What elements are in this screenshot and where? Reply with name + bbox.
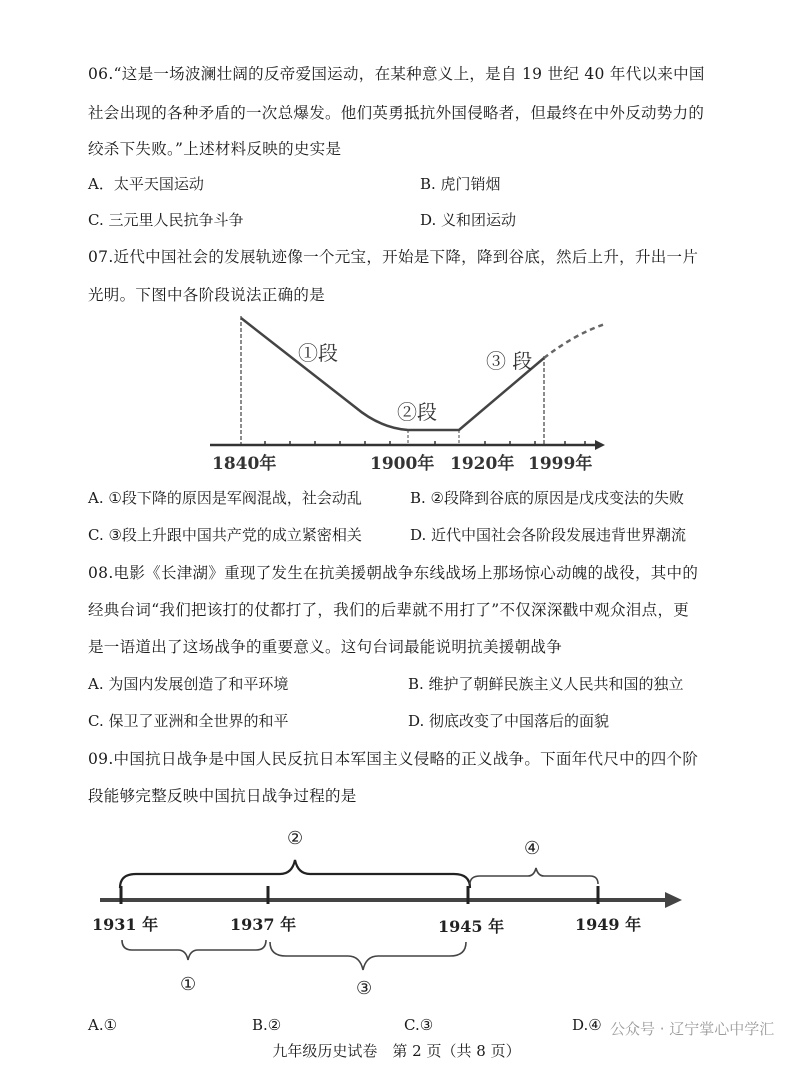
year-1900: 1900年 (370, 454, 435, 474)
q06-option-a: A．太平天国运动 (88, 175, 204, 193)
year-1840: 1840年 (212, 454, 277, 474)
q08-option-a: A. 为国内发展创造了和平环境 (88, 675, 289, 693)
q07-option-c: C. ③段上升跟中国共产党的成立紧密相关 (88, 526, 362, 544)
year-1920: 1920年 (450, 454, 515, 474)
axis-arrow (595, 440, 605, 450)
q08-stem-line-1: 08.电影《长津湖》重现了发生在抗美援朝战争东线战场上那场惊心动魄的战役，其中的 (88, 564, 699, 582)
q08-option-c: C. 保卫了亚洲和全世界的和平 (88, 712, 289, 730)
year-1999: 1999年 (528, 454, 593, 474)
stage2-label: ②段 (397, 400, 437, 424)
q06-stem-line-2: 社会出现的各种矛盾的一次总爆发。他们英勇抵抗外国侵略者，但最终在中外反动势力的 (88, 104, 705, 122)
future-dashed-curve (544, 324, 605, 358)
q06-stem-line-1: 06.“这是一场波澜壮阔的反帝爱国运动，在某种意义上，是自 19 世纪 40 年代以来中国 (88, 65, 705, 83)
q07-stem-line-1: 07.近代中国社会的发展轨迹像一个元宝，开始是下降，降到谷底，然后上升，升出一片 (88, 248, 699, 266)
q06-option-b: B. 虎门销烟 (420, 175, 501, 193)
page-footer: 九年级历史试卷 第 2 页（共 8 页） (272, 1042, 521, 1060)
q06-option-d: D. 义和团运动 (420, 211, 517, 229)
timeline-arrow (665, 892, 682, 908)
q08-stem-line-2: 经典台词“我们把该打的仗都打了，我们的后辈就不用打了”不仅深深戳中观众泪点，更 (88, 601, 690, 619)
brace-stage-2 (120, 860, 470, 888)
stage-3-label: ③ (356, 978, 373, 998)
q07-option-d: D. 近代中国社会各阶段发展违背世界潮流 (410, 526, 687, 544)
q06-stem-line-3: 绞杀下失败。”上述材料反映的史实是 (88, 140, 342, 158)
q09-stem-line-2: 段能够完整反映中国抗日战争过程的是 (88, 787, 357, 805)
stage-2-label: ② (287, 828, 304, 849)
q08-option-b: B. 维护了朝鲜民族主义人民共和国的独立 (408, 675, 684, 693)
year-1949: 1949 年 (575, 915, 642, 934)
stage-1-label: ① (180, 974, 197, 995)
stage3-label: ③ 段 (486, 349, 533, 373)
q09-option-a: A.① (88, 1016, 118, 1034)
q09-timeline-diagram (80, 818, 700, 998)
wechat-watermark: 公众号 · 辽宁掌心中学汇 (610, 1020, 775, 1038)
q07-option-a: A. ①段下降的原因是军阀混战，社会动乱 (88, 489, 362, 507)
q06-option-c: C. 三元里人民抗争斗争 (88, 211, 244, 229)
q08-stem-line-3: 是一语道出了这场战争的重要意义。这句台词最能说明抗美援朝战争 (88, 638, 563, 656)
stage1-label: ①段 (298, 341, 338, 365)
brace-stage-3 (270, 942, 466, 970)
year-1937: 1937 年 (230, 915, 297, 934)
stage-4-label: ④ (524, 838, 541, 859)
brace-stage-1 (122, 940, 266, 960)
q09-stem-line-1: 09.中国抗日战争是中国人民反抗日本军国主义侵略的正义战争。下面年代尺中的四个阶 (88, 750, 699, 768)
q09-option-d: D.④ (572, 1016, 602, 1034)
q09-option-b: B.② (252, 1016, 282, 1034)
q07-option-b: B. ②段降到谷底的原因是戊戌变法的失败 (410, 489, 685, 507)
q07-stem-line-2: 光明。下图中各阶段说法正确的是 (88, 286, 326, 304)
development-curve (241, 318, 544, 430)
brace-stage-4 (470, 868, 598, 884)
q08-option-d: D. 彻底改变了中国落后的面貌 (408, 712, 610, 730)
year-1931: 1931 年 (92, 915, 159, 934)
year-1945: 1945 年 (438, 917, 505, 936)
q09-option-c: C.③ (404, 1016, 434, 1034)
q07-development-curve-diagram (200, 312, 620, 477)
